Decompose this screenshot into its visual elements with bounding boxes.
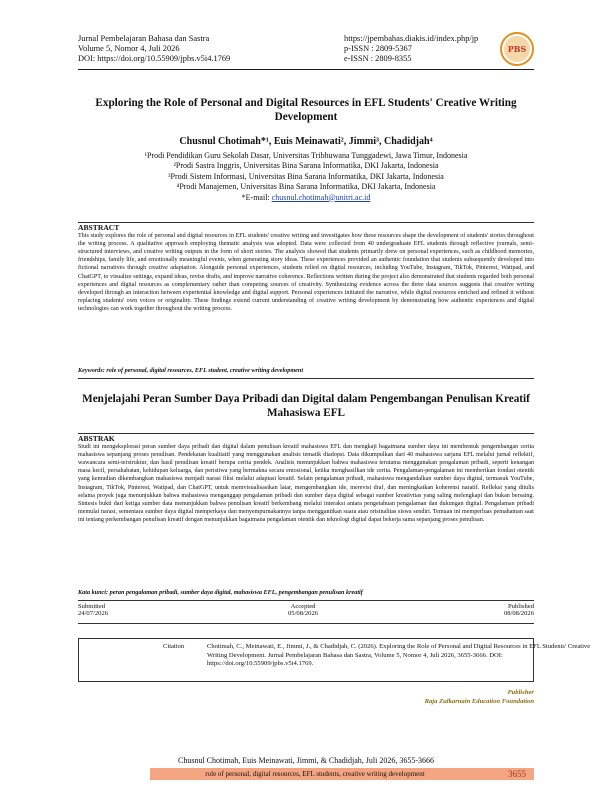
journal-header-left [78, 34, 230, 64]
publisher-block [425, 689, 534, 706]
journal-url[interactable]: https://jpembahas.diakis.id/index.php/jp [344, 34, 479, 43]
email-label: *E-mail: [241, 192, 270, 202]
abstract-id-heading: ABSTRAK [78, 434, 115, 443]
citation-text: Chotimah, C., Meinawati, E., Jimmi, J., & Chadidjah, C. (2026). Exploring the Role of Personal and Digital Resources in EFL Students' Creative Writing Development. Jurnal Pembelajaran Bahasa dan Sastra, Volume 5, Nomor 4, Juli 2026, 3655-3666. DOI: https://doi.org/10.55909/jpbs.v5i4.1769. [207, 643, 591, 668]
affiliation-3: ³Prodi Sistem Informasi, Universitas Bina Sarana Informatika, DKI Jakarta, Indonesia [168, 171, 444, 181]
accepted-date [288, 603, 318, 617]
published-label: Published [507, 603, 534, 610]
abstract-top-rule [78, 222, 534, 223]
accepted-value: 05/08/2026 [288, 610, 319, 617]
submitted-date [78, 603, 108, 617]
abstract-en-text: This study explores the role of personal and digital resources in EFL students' creative writing and investigates how these resources shape the development of students' stories throughout the writing process. A qualitative approach employing thematic analysis was adopted. Data were collected from 40 undergraduate EFL students through reflective journals, semi-structured interviews, and creative writing outputs in the form of short stories. The analysis showed that students primarily drew on personal experiences, such as childhood memories, friendships, family life, and emotionally meaningful events, when generating story ideas. These experiences provided an authentic foundation that students subsequently developed into fictional narratives through creative adaptation. Alongside personal experiences, students relied on digital resources, including YouTube, Instagram, TikTok, Pinterest, Wattpad, and ChatGPT, to visualize settings, expand ideas, revise drafts, and improve narrative coherence. Reflections written during the project also demonstrated that students regarded both personal experiences and digital resources as complementary rather than competing sources of creativity. Synthesizing evidence across the three data sources suggests that creative writing developed through an interaction between experiential knowledge and digital support. Personal experiences initiated the narrative, while digital resources enriched and refined it without replacing students' own voices or originality. These findings extend current understanding of creative writing development by demonstrating how authentic experiences and digital technologies can work together throughout the writing process. [78, 233, 534, 312]
page-number: 3655 [508, 769, 526, 779]
published-value: 08/08/2026 [503, 610, 534, 617]
email-link[interactable]: chusnul.chotimah@unitri.ac.id [271, 192, 371, 202]
keywords-en: Keywords: role of personal, digital resources, EFL student, creative writing development [78, 367, 304, 374]
article-title-en: Exploring the Role of Personal and Digital Resources in EFL Students' Creative Writing Development [95, 97, 517, 123]
abstract-id [78, 435, 534, 524]
citation-box [78, 638, 591, 682]
abstract-en-heading: ABSTRACT [78, 223, 120, 232]
submitted-value: 24/07/2026 [78, 610, 109, 617]
journal-header-right [344, 34, 484, 64]
abstract-en [78, 224, 534, 313]
keywords-id-rule [78, 600, 534, 601]
keywords-en-rule [78, 378, 534, 379]
publisher-label: Publisher [507, 689, 534, 696]
affiliation-4: ⁴Prodi Manajemen, Universitas Bina Sarana Informatika, DKI Jakarta, Indonesia [176, 182, 436, 192]
affiliation-2: ²Prodi Sastra Inggris, Universitas Bina Sarana Informatika, DKI Jakarta, Indonesia [173, 161, 439, 171]
journal-eissn: e-ISSN : 2809-8355 [344, 54, 412, 63]
submitted-label: Submitted [78, 603, 106, 610]
footer-authors: Chusnul Chotimah, Euis Meinawati, Jimmi, & Chadidjah, Juli 2026, 3655-3666 [178, 756, 434, 765]
abstrak-top-rule [78, 433, 534, 434]
author-list: Chusnul Chotimah*¹, Euis Meinawati², Jimmi³, Chadidjah⁴ [179, 136, 433, 147]
journal-doi[interactable]: DOI: https://doi.org/10.55909/jpbs.v5i4.1769 [78, 54, 231, 63]
abstract-id-text: Studi ini mengeksplorasi peran sumber daya pribadi dan digital dalam penulisan kreatif mahasiswa EFL dan mengkaji bagaimana sumber daya ini membentuk pengembangan cerita mahasiswa sepanjang proses penulisan. Pendekatan kualitatif yang menggunakan analisis tematik diadopsi. Data dikumpulkan dari 40 mahasiswa sarjana EFL melalui jurnal reflektif, wawancara semi-terstruktur, dan hasil penulisan kreatif berupa cerita pendek. Analisis menunjukkan bahwa mahasiswa terutama menggunakan pengalaman pribadi, seperti kenangan masa kecil, persahabatan, kehidupan keluarga, dan peristiwa yang bermakna secara emosional, ketika menghasilkan ide cerita. Pengalaman-pengalaman ini memberikan fondasi otentik yang kemudian dikembangkan mahasiswa menjadi narasi fiksi melalui adaptasi kreatif. Selain pengalaman pribadi, mahasiswa mengandalkan sumber daya digital, termasuk YouTube, Instagram, TikTok, Pinterest, Wattpad, dan ChatGPT, untuk memvisualisasikan latar, mengembangkan ide, merevisi draf, dan meningkatkan koherensi naratif. Refleksi yang ditulis selama proyek juga menunjukkan bahwa mahasiswa menganggap pengalaman pribadi dan sumber daya digital sebagai sumber kreativitas yang saling melengkapi dan bukan bersaing. Sintesis bukti dari ketiga sumber data menunjukkan bahwa penulisan kreatif berkembang melalui interaksi antara pengetahuan pengalaman dan dukungan digital. Pengalaman pribadi memulai narasi, sementara sumber daya digital memperkaya dan menyempurnakannya tanpa menggantikan suara atau orisinalitas siswa sendiri. Temuan ini memperluas pemahaman saat ini tentang perkembangan penulisan kreatif dengan menunjukkan bagaimana pengalaman otentik dan teknologi digital dapat bekerja sama sepanjang proses penulisan. [78, 444, 534, 523]
accepted-label: Accepted [290, 603, 316, 610]
corresponding-email [78, 193, 534, 203]
journal-logo-text: PBS [504, 36, 530, 62]
journal-logo [500, 32, 534, 66]
publisher-name: Raja Zulkarnain Education Foundation [424, 697, 534, 705]
journal-pissn: p-ISSN : 2809-5367 [344, 44, 412, 53]
article-title-id: Menjelajahi Peran Sumber Daya Pribadi dan Digital dalam Pengembangan Penulisan Kreatif Mahasiswa EFL [82, 393, 530, 419]
footer-running-title: role of personal, digital resources, EFL students, creative writing development [205, 770, 425, 778]
journal-name: Jurnal Pembelajaran Bahasa dan Sastra [78, 34, 210, 43]
keywords-id: Kata kunci: peran pengalaman pribadi, sumber daya digital, mahasiswa EFL, pengembangan penulisan kreatif [78, 589, 363, 596]
journal-volume: Volume 5, Nomor 4, Juli 2026 [78, 44, 180, 53]
citation-label: Citation [163, 643, 185, 650]
affiliation-1: ¹Prodi Pendidikan Guru Sekolah Dasar, Universitas Tribhuwana Tunggadewi, Jawa Timur, Indonesia [144, 151, 468, 160]
header-rule [78, 69, 534, 70]
dates-rule [78, 623, 534, 624]
affiliation-list [78, 151, 534, 203]
published-date [504, 603, 534, 617]
